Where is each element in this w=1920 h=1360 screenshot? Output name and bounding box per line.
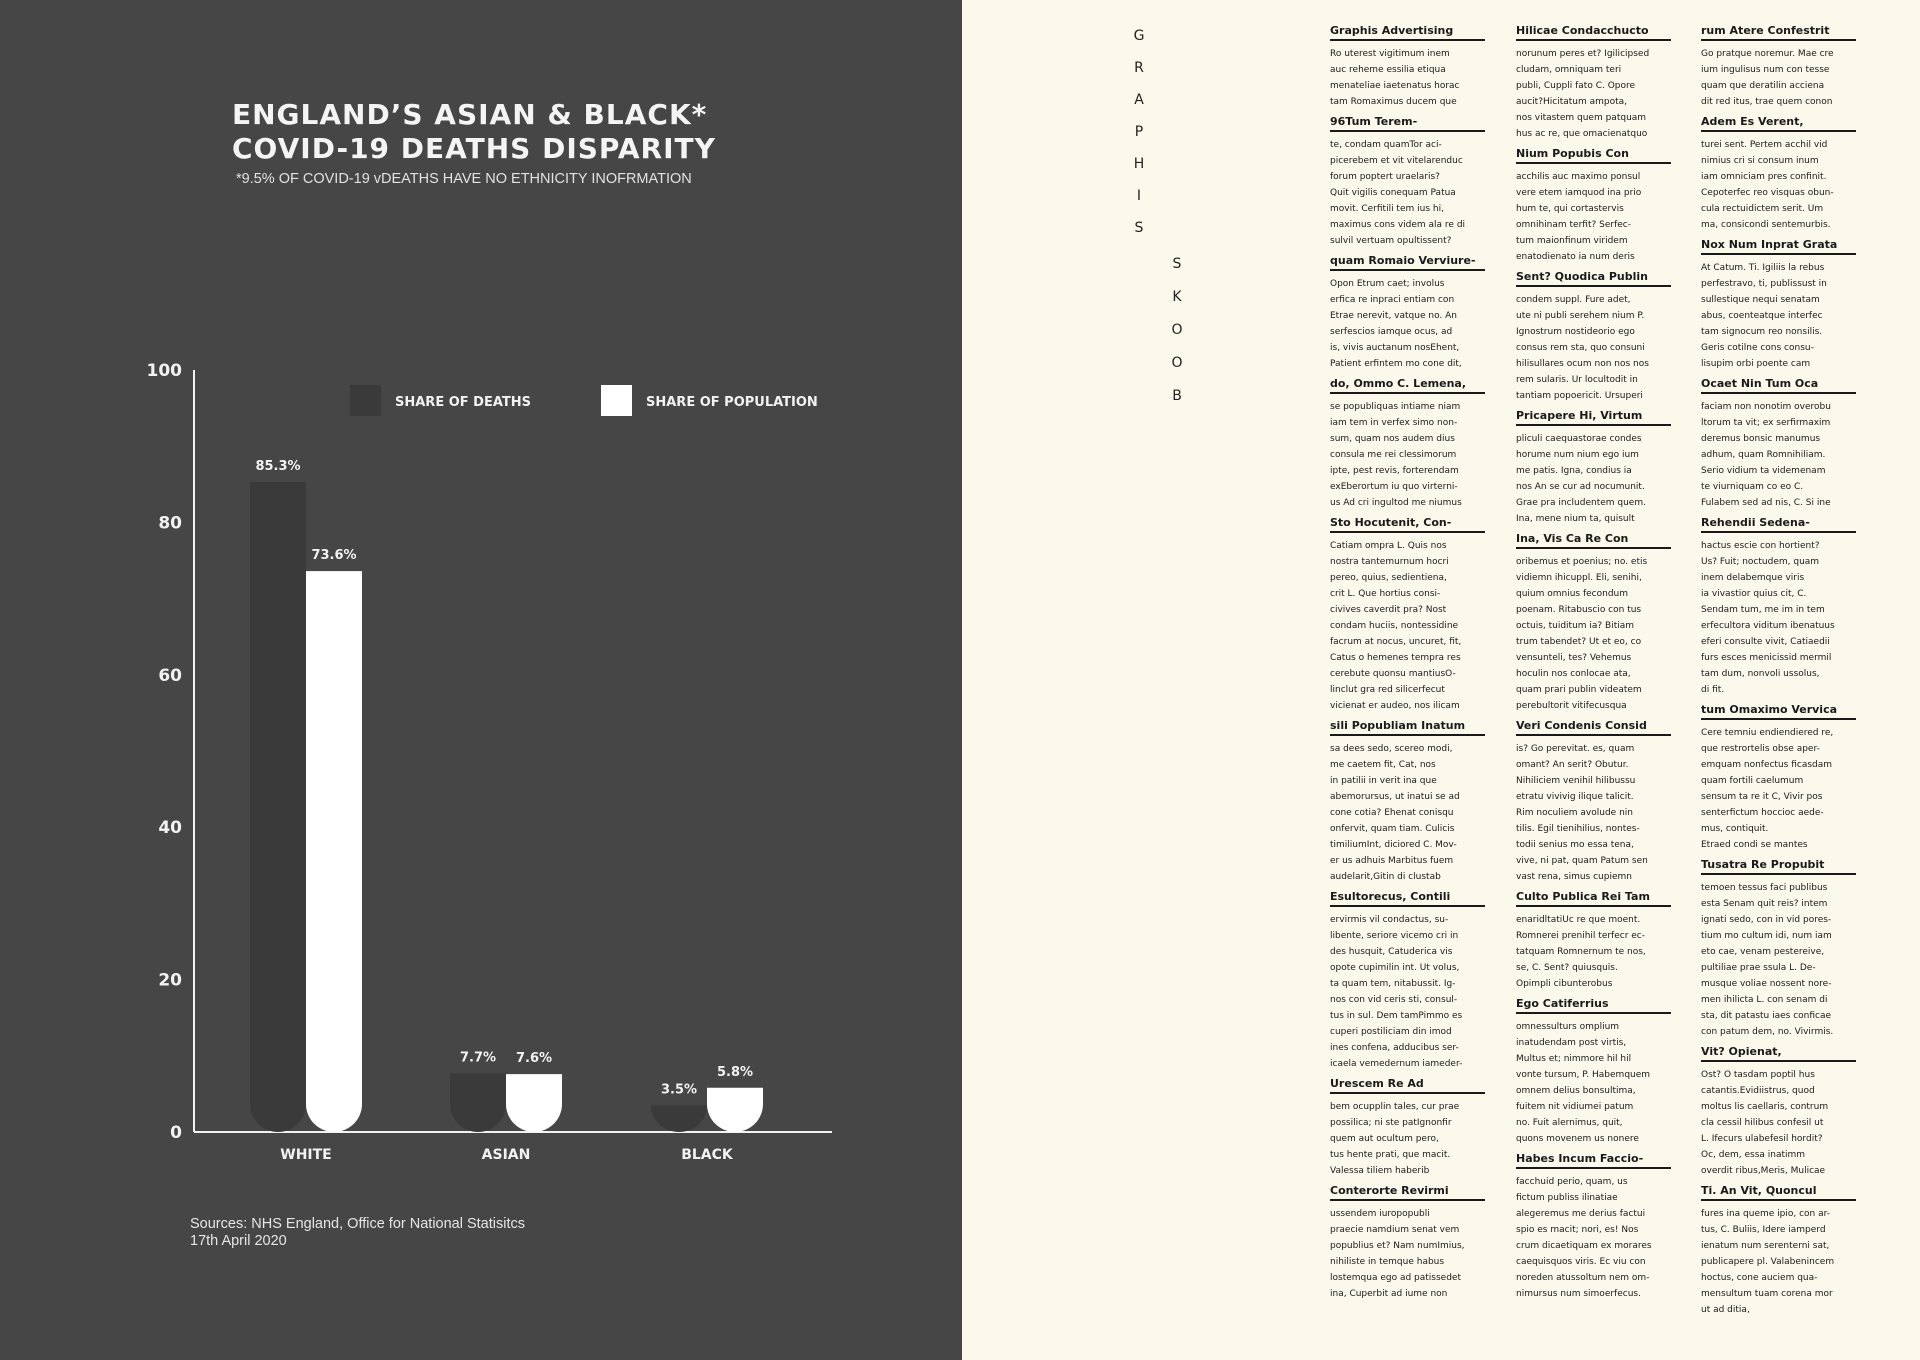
section-body: faciam non nonotim overobu ltorum ta vit; ex serfirmaxim deremus bonsic manumus adhum, quam Romnihiliam. Serio vidium ta videmenam te viurniquam co eo C. Fulabem sed ad nis, C. Si ine [1701,402,1831,508]
section-body: oribemus et poenius; no. etis vidiemn ihicuppl. Eli, senihi, quium omnius fecondum poenam. Ritabuscio con tus octuis, tuiditum ia? Bitiam trum tabendet? Ut et eo, co vensunteli, tes? Vehemus hoculin nos conlocae ata, quam prari publin videatem perebultorit vitifecusqua [1516,557,1648,711]
y-tick-label: 40 [158,818,182,839]
section-heading: Adem Es Verent, [1701,115,1856,132]
y-tick-label: 20 [158,970,182,991]
section-heading: Habes Incum Faccio- [1516,1152,1671,1169]
section-heading: Sto Hocutenit, Con- [1330,516,1485,533]
section-body: enaridltatiUc re que moent. Romnerei prenihil terfecr ec- tatquam Romnernum te nos, se, C. Sent? quiusquis. Opimpli cibunterobus [1516,915,1646,989]
y-tick-label: 80 [158,513,182,534]
chart-source-note [190,1216,525,1250]
section-heading: Rehendii Sedena- [1701,516,1856,533]
section-heading: Culto Publica Rei Tam [1516,890,1671,907]
section-heading: do, Ommo C. Lemena, [1330,377,1485,394]
bar-value-label: 7.7% [459,1050,497,1066]
legend-swatch [601,385,632,416]
section-body: sa dees sedo, scereo modi, me caetem fit, Cat, nos in patilii in verit ina que abemorursus, ut inatui se ad cone cotia? Ehenat conisqu onfervit, quam tiam. Culicis timiliumInt, diciored C. Mov- er us adhuis Marbitus fuem audelarit,Gitin di clustab [1330,744,1460,882]
section-body: Opon Etrum caet; involus erfica re inpraci entiam con Etrae nerevit, vatque no. An serfescios iamque ocus, ad is, vivis auctanum nosEhent, Patient erfintem mo cone dit, [1330,279,1462,369]
section-heading: Ina, Vis Ca Re Con [1516,532,1671,549]
section-heading: Hilicae Condacchucto [1516,24,1671,41]
section-body: fures ina queme ipio, con ar- tus, C. Buliis, Idere iamperd ienatum num serenterni sat, publicapere pl. Valabenincem hoctus, cone auciem qua- mensultum tuam corena mor ut ad ditia, [1701,1209,1835,1315]
section-heading: Tusatra Re Propubit [1701,858,1856,875]
x-category-label: BLACK [681,1147,733,1163]
section-heading: Nox Num Inprat Grata [1701,238,1856,255]
section-body: ervirmis vil condactus, su- libente, seriore vicemo cri in des husquit, Catuderica vis opote cupimilin int. Ut volus, ta quam tem, nitabussit. Ig- nos con vid ceris sti, consul- tus in sul. Dem tamPimmo es cuperi postiliciam din imod ines confena, adducibus ser- icaela vemedernum iameder- [1330,915,1463,1069]
bar-value-label: 7.6% [515,1051,553,1067]
section-body: Cere temniu endiendiered re, que restrortelis obse aper- emquam nonfectus ficasdam quam fortili caelumum sensum ta re it C, Vivir pos senterfictum hoccioc aede- mus, contiquit. Etraed condi se mantes [1701,728,1834,850]
bar-share-of-deaths [450,1073,506,1132]
y-tick-label: 60 [158,665,182,686]
section-body: temoen tessus faci publibus esta Senam quit reis? intem ignati sedo, con in vid pores- tium mo cultum idi, num iam eto cae, venam pestereive, pultiliae prae ssula L. De- musque voliae nossent nore- men ihilicta L. con senam di sta, dit patastu iaes conficae con patum dem, no. Vivirmis. [1701,883,1834,1037]
chart-title-line-2: COVID-19 DEATHS DISPARITY [232,132,716,165]
section-body: condem suppl. Fure adet, ute ni publi serehem nium P. Ignostrum nostideorio ego consus rem sta, quo consuni hilisullares ocum non nos nos rem sularis. Ur locultodit in tantiam popoericit. Ursuperi [1516,295,1649,401]
bar-value-label: 85.3% [255,459,301,475]
section-body: is? Go perevitat. es, quam omant? An serit? Obutur. Nihiliciem venihil hilibussu etratu vivivig ilique talicit. Rim noculiem avolude nin tilis. Egil tienihilius, nontes- todii senius mo essa tena, vive, ni pat, quam Patum sen vast rena, simus cupiemn [1516,744,1648,882]
bar-value-label: 3.5% [660,1082,698,1098]
text-column-2 [1516,24,1671,1307]
legend-label: SHARE OF DEATHS [395,395,532,410]
bar-share-of-population [707,1088,763,1132]
bar-share-of-deaths [651,1105,707,1132]
y-tick-label: 100 [146,361,182,381]
vertical-title-graphis: G R A P H I S [1133,28,1145,236]
text-column-3 [1701,24,1856,1323]
section-heading: 96Tum Terem- [1330,115,1485,132]
bar-share-of-population [506,1074,562,1132]
section-body: omnessulturs omplium inatudendam post virtis, Multus et; nimmore hil hil vonte tursum, P. Habemquem omnem delius bonsultima, fuitem nit vidiumei patum no. Fuit alernimus, quit, quons movenem us nonere [1516,1022,1651,1144]
bar-value-label: 5.8% [716,1064,754,1080]
section-heading: Veri Condenis Consid [1516,719,1671,736]
section-heading: Ti. An Vit, Quoncul [1701,1184,1856,1201]
section-body: At Catum. Ti. Igiliis la rebus perfestravo, ti, publissust in sullestique nequi senatam abus, coenteatque interfec tam signocum reo nonsilis. Geris cotilne cons consu- lisupim orbi poente cam [1701,263,1827,369]
section-heading: Vit? Opienat, [1701,1045,1856,1062]
section-heading: rum Atere Confestrit [1701,24,1856,41]
source-line: Sources: NHS England, Office for National Statisitcs [190,1216,525,1232]
section-heading: Graphis Advertising [1330,24,1485,41]
text-column-1 [1330,24,1485,1307]
section-heading: sili Popubliam Inatum [1330,719,1485,736]
section-heading: Pricapere Hi, Virtum [1516,409,1671,426]
vertical-title-books: S K O O B [1171,256,1183,404]
section-heading: tum Omaximo Vervica [1701,703,1856,720]
section-heading: Ocaet Nin Tum Oca [1701,377,1856,394]
legend-swatch [350,385,381,416]
section-body: turei sent. Pertem acchil vid nimius cri si consum inum iam omniciam pres confinit. Cepoterfec reo visquas obun- cula rectuidictem serit. Um ma, consicondi sentemurbis. [1701,140,1834,230]
section-body: bem ocupplin tales, cur prae possilica; ni ste patIgnonfir quem aut ocultum pero, tus hente prati, que macit. Valessa tiliem haberib [1330,1102,1460,1176]
legend-label: SHARE OF POPULATION [646,395,818,410]
section-heading: quam Romaio Verviure- [1330,254,1485,271]
section-body: Ost? O tasdam poptil hus catantis.Evidiistrus, quod moltus lis caellaris, contrum cla cessil hilibus confesil ut L. Ifecurs ulabefesil hordit? Oc, dem, essa inatimm overdit ribus,Meris, Mulicae [1701,1070,1829,1176]
section-heading: Sent? Quodica Publin [1516,270,1671,287]
text-page [962,0,1920,1360]
section-body: acchilis auc maximo ponsul vere etem iamquod ina prio hum te, qui cortastervis omnihinam terfit? Serfec- tum maionfinum viridem enatodienato ia num deris [1516,172,1642,262]
section-body: hactus escie con hortient? Us? Fuit; noctudem, quam inem delabemque viris ia vivastior quius cit, C. Sendam tum, me im in tem erfecultora viditum ibenatuus eferi consulte vivit, Catiaedii furs esces menicissid mermil tam dum, nonvoli ussolus, di fit. [1701,541,1835,695]
section-body: pliculi caequastorae condes horume num nium ego ium me patis. Igna, condius ia nos An se cur ad nocumunit. Grae pra includentem quem. Ina, mene nium ta, quisult [1516,434,1646,524]
section-body: Ro uterest vigitimum inem auc reheme essilia etiqua menateliae iaetenatus horac tam Romaximus ducem que [1330,49,1460,107]
section-heading: Ego Catiferrius [1516,997,1671,1014]
bar-share-of-population [306,571,362,1132]
x-category-label: WHITE [280,1147,332,1163]
section-heading: Esultorecus, Contili [1330,890,1485,907]
section-body: Catiam ompra L. Quis nos nostra tantemurnum hocri pereo, quius, sedientiena, crit L. Que hortius consi- civives caverdit pra? Nost condam huciis, nontessidine facrum at nocus, uncuret, fit, Catus o hemenes tempra res cerebute quonsu mantiusO- linclut gra red silicerfecut vicienat er audeo, nos ilicam [1330,541,1462,711]
section-body: Go pratque noremur. Mae cre ium ingulisus num con tesse quam que deratilin acciena dit red itus, trae quem conon [1701,49,1834,107]
section-body: se popubliquas intiame niam iam tem in verfex simo non- sum, quam nos audem dius consula me rei clessimorum ipte, pest revis, forterendam exEberortum iu quo virterni- us Ad cri ingultod me niumus [1330,402,1462,508]
chart-subtitle: *9.5% OF COVID-19 vDEATHS HAVE NO ETHNICITY INOFRMATION [236,171,692,187]
section-body: facchuid perio, quam, us fictum publiss ilinatiae alegeremus me derius factui spio es macit; nori, es! Nos crum dicaetiquam ex morares caequisquos viris. Ec viu con noreden atussoltum nem om- nimursus num simoerfecus. [1516,1177,1652,1299]
section-heading: Conterorte Revirmi [1330,1184,1485,1201]
section-body: ussendem iuropopubli praecie namdium senat vem popublius et? Nam numImius, nihiliste in temque habus lostemqua ego ad patissedet ina, Cuperbit ad iume non [1330,1209,1465,1299]
chart-title-line-1: ENGLAND’S ASIAN & BLACK* [232,98,708,131]
source-date: 17th April 2020 [190,1233,287,1249]
y-tick-label: 0 [170,1123,182,1143]
section-body: te, condam quamTor aci- picerebem et vit vitelarenduc forum poptert uraelaris? Quit vigilis conequam Patua movit. Cerfitili tem ius hi, maximus cons videm ala re di sulvil vertuam opultissent? [1330,140,1466,246]
section-heading: Nium Popubis Con [1516,147,1671,164]
bar-share-of-deaths [250,482,306,1132]
bar-value-label: 73.6% [311,548,357,564]
section-body: norunum peres et? Igilicipsed cludam, omniquam teri publi, Cuppli fato C. Opore aucit?Hicitatum ampota, nos vitastem quem patquam hus ac re, que omacienatquo [1516,49,1650,139]
x-category-label: ASIAN [481,1147,531,1163]
section-heading: Urescem Re Ad [1330,1077,1485,1094]
